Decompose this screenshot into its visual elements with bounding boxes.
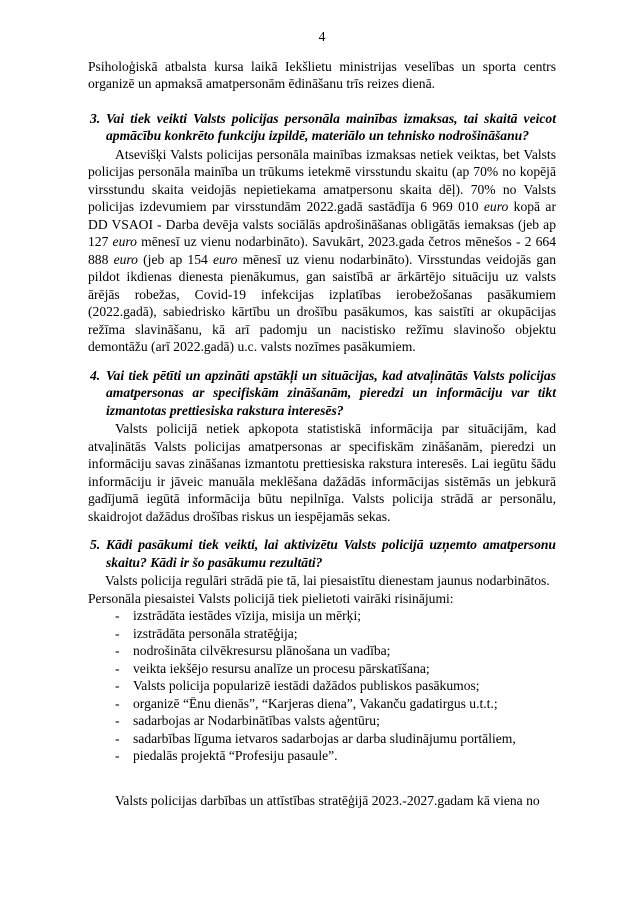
question-5-number: 5. xyxy=(90,537,101,552)
list-marker: - xyxy=(115,748,120,763)
list-item xyxy=(88,677,556,695)
solutions-intro-paragraph: Personāla piesaistei Valsts policijā tiek pielietoti vairāki risinājumi: xyxy=(88,590,454,606)
list-item-text: Valsts policija popularizē iestādi dažādos publiskos pasākumos; xyxy=(133,678,480,693)
list-item-text: sadarbības līguma ietvaros sadarbojas ar darba sludinājumu portāliem, xyxy=(133,730,516,746)
list-item-text: organizē “Ēnu dienās”, “Karjeras diena”, Vakanču gadatirgus u.t.t.; xyxy=(133,695,498,711)
question-5-heading xyxy=(90,536,556,571)
list-marker: - xyxy=(115,695,120,711)
list-marker: - xyxy=(115,730,120,746)
list-item xyxy=(88,730,556,748)
list-item-text: sadarbojas ar Nodarbinātības valsts aģentūru; xyxy=(133,713,380,728)
list-item-text: nodrošināta cilvēkresursu plānošana un vadība; xyxy=(133,643,391,658)
list-item xyxy=(88,747,556,765)
question-5-answer-paragraph: Valsts policija regulāri strādā pie tā, lai piesaistītu dienestam jaunus nodarbinātos. xyxy=(105,573,550,588)
list-marker: - xyxy=(115,643,120,658)
list-marker: - xyxy=(115,625,120,641)
list-item-text: izstrādāta personāla stratēģija; xyxy=(133,625,298,641)
question-5-text: Kādi pasākumi tiek veikti, lai aktivizētu Valsts policijā uzņemto amatpersonu skaitu? Kādi ir šo pasākumu rezultāti? xyxy=(106,537,556,570)
list-item xyxy=(88,712,556,730)
question-4-number: 4. xyxy=(90,367,101,383)
list-item xyxy=(88,625,556,643)
list-item-text: piedalās projektā “Profesiju pasaule”. xyxy=(133,748,338,763)
page-number: 4 xyxy=(318,29,326,44)
question-3-answer: Atsevišķi Valsts policijas personāla mainības izmaksas netiek veiktas, bet Valsts policijas personāla mainība un trūkums ietekmē virsstundu skaitu (ap 70% no kopējā virsstundu skaita veidojās nepietiekama amatpersonu skaita dēļ). 70% no Valsts policijas izdevumiem par virsstundām 2022.gadā sastādīja 6 969 010 euro kopā ar DD VSAOI - Darba devēja valsts sociālās apdrošināšanas obligātās iemaksas (jeb ap 127 euro mēnesī uz vienu nodarbināto). Savukārt, 2023.gada četros mēnešos - 2 664 888 euro (jeb ap 154 euro mēnesī uz vienu nodarbināto). Virsstundas veidojās gan pildot ikdienas dienesta pienākumus, gan saistībā ar ārkārtējo situāciju uz valsts ārējās robežas, Covid-19 infekcijas izplatības ierobežošanas pasākumiem (2022.gadā), sabiedrisko kārtību un drošību pasākumos, kas saistīti ar okupācijas režīma slavināšanu, kā arī padomju un nacistisko režīmu slavinošo objektu demontāžu (arī 2022.gadā) u.c. valsts nozīmes pasākumiem. xyxy=(88,146,557,354)
list-item-text: veikta iekšējo resursu analīze un procesu pārskatīšana; xyxy=(133,660,430,676)
list-item xyxy=(88,660,556,678)
solutions-list xyxy=(88,607,556,765)
question-3-heading xyxy=(90,110,556,145)
list-item xyxy=(88,695,556,713)
question-4-heading xyxy=(90,367,556,420)
question-4-answer: Valsts policijā netiek apkopota statistiskā informācija par situācijām, kad atvaļinātās Valsts policijas amatpersonas ar specifiskām zināšanām, pieredzi un informāciju savas zināšanas izmantotu prettiesiska rakstura interesēs. Lai iegūtu šādu informāciju ir jāveic manuāla meklēšana dažādās informācijas sistēmās un jebkurā gadījumā iegūtā informācija būtu nepilnīga. Valsts policija strādā ar personālu, skaidrojot dažādus drošības riskus un iespējamās sekas. xyxy=(88,421,556,524)
list-marker: - xyxy=(115,713,120,728)
question-4-text: Vai tiek pētīti un apzināti apstākļi un situācijas, kad atvaļinātās Valsts policijas amatpersonas ar specifiskām zināšanām, pieredzi un informāciju var tikt izmantotas prettiesiska rakstura interesēs? xyxy=(106,367,556,418)
list-item xyxy=(88,642,556,660)
list-item xyxy=(88,607,556,625)
question-3-number: 3. xyxy=(90,110,101,126)
list-marker: - xyxy=(115,608,120,623)
list-marker: - xyxy=(115,660,120,676)
intro-paragraph: Psiholoģiskā atbalsta kursa laikā Iekšlietu ministrijas veselības un sporta centrs organizē un apmaksā amatpersonām ēdināšanu trīs reizes dienā. xyxy=(88,58,556,91)
list-item-text: izstrādāta iestādes vīzija, misija un mērķi; xyxy=(133,608,362,623)
closing-paragraph: Valsts policijas darbības un attīstības stratēģijā 2023.-2027.gadam kā viena no xyxy=(115,792,540,808)
question-3-text: Vai tiek veikti Valsts policijas personāla mainības izmaksas, tai skaitā veicot apmācību konkrēto funkciju izpildē, materiālo un tehnisko nodrošināšanu? xyxy=(106,110,556,143)
list-marker: - xyxy=(115,678,120,693)
